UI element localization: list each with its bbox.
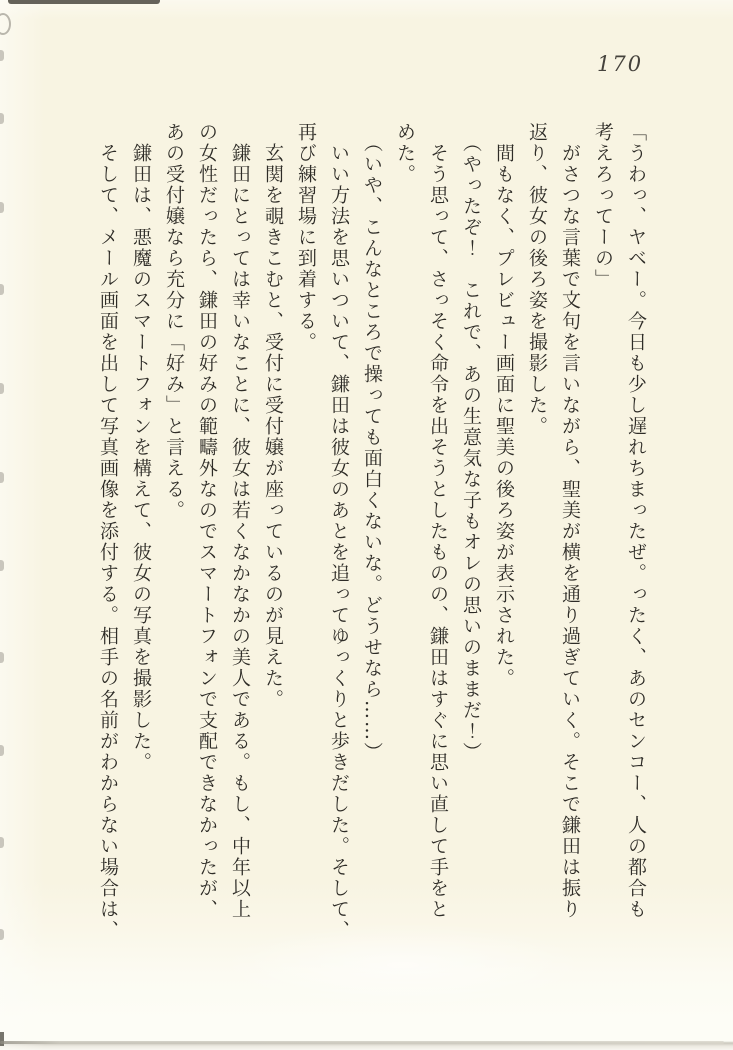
- text-column-04: 返り、彼女の後ろ姿を撮影した。: [526, 122, 548, 437]
- text-column-17: そして、メール画面を出して写真画像を添付する。相手の名前がわからない場合は、: [97, 143, 119, 941]
- scan-artifact-top-line: [8, 0, 160, 4]
- binding-mark: [0, 383, 4, 394]
- binding-mark: [0, 929, 4, 940]
- binding-mark: [0, 202, 4, 213]
- text-column-13: 鎌田にとっては幸いなことに、彼女は若くなかなかの美人である。もし、中年以上: [229, 143, 251, 920]
- text-block: [91, 122, 652, 948]
- binding-mark: [0, 284, 4, 295]
- text-column-15: あの受付嬢なら充分に「好み」と言える。: [163, 122, 185, 521]
- text-column-05: 間もなく、プレビュー画面に聖美の後ろ姿が表示された。: [493, 143, 515, 689]
- text-column-01: 「うわっ、ヤベー。今日も少し遅れちまったぜ。ったく、あのセンコー、人の都合も: [625, 122, 647, 920]
- binding-mark: [0, 50, 4, 61]
- text-column-02: 考えろってーの」: [592, 122, 614, 290]
- text-column-08: めた。: [394, 122, 416, 185]
- text-column-09: （いや、こんなところで操っても面白くないな。どうせなら……）: [361, 132, 383, 763]
- text-column-07: そう思って、さっそく命令を出そうとしたものの、鎌田はすぐに思い直して手をと: [427, 143, 449, 920]
- text-column-10: いい方法を思いついて、鎌田は彼女のあとを追ってゆっくりと歩きだした。そして、: [328, 143, 350, 941]
- text-column-14: の女性だったら、鎌田の好みの範疇外なのでスマートフォンで支配できなかったが、: [196, 122, 218, 920]
- binding-mark: [0, 652, 4, 663]
- binding-mark: [0, 113, 4, 124]
- binding-mark: [0, 837, 4, 848]
- text-column-16: 鎌田は、悪魔のスマートフォンを構えて、彼女の写真を撮影した。: [130, 143, 152, 773]
- page-number: 170: [597, 52, 644, 76]
- text-column-11: 再び練習場に到着する。: [295, 122, 317, 353]
- binding-mark: [0, 560, 4, 571]
- text-column-06: （やったぞ！ これで、あの生意気な子もオレの思いのままだ！）: [460, 132, 482, 763]
- page-edge-shadow: [0, 1041, 724, 1044]
- text-column-12: 玄関を覗きこむと、受付に受付嬢が座っているのが見えた。: [262, 143, 284, 710]
- binding-mark: [0, 745, 4, 756]
- text-column-03: がさつな言葉で文句を言いながら、聖美が横を通り過ぎていく。そこで鎌田は振り: [559, 143, 581, 920]
- binding-mark: [0, 472, 4, 483]
- scan-artifact-hook: [0, 13, 11, 35]
